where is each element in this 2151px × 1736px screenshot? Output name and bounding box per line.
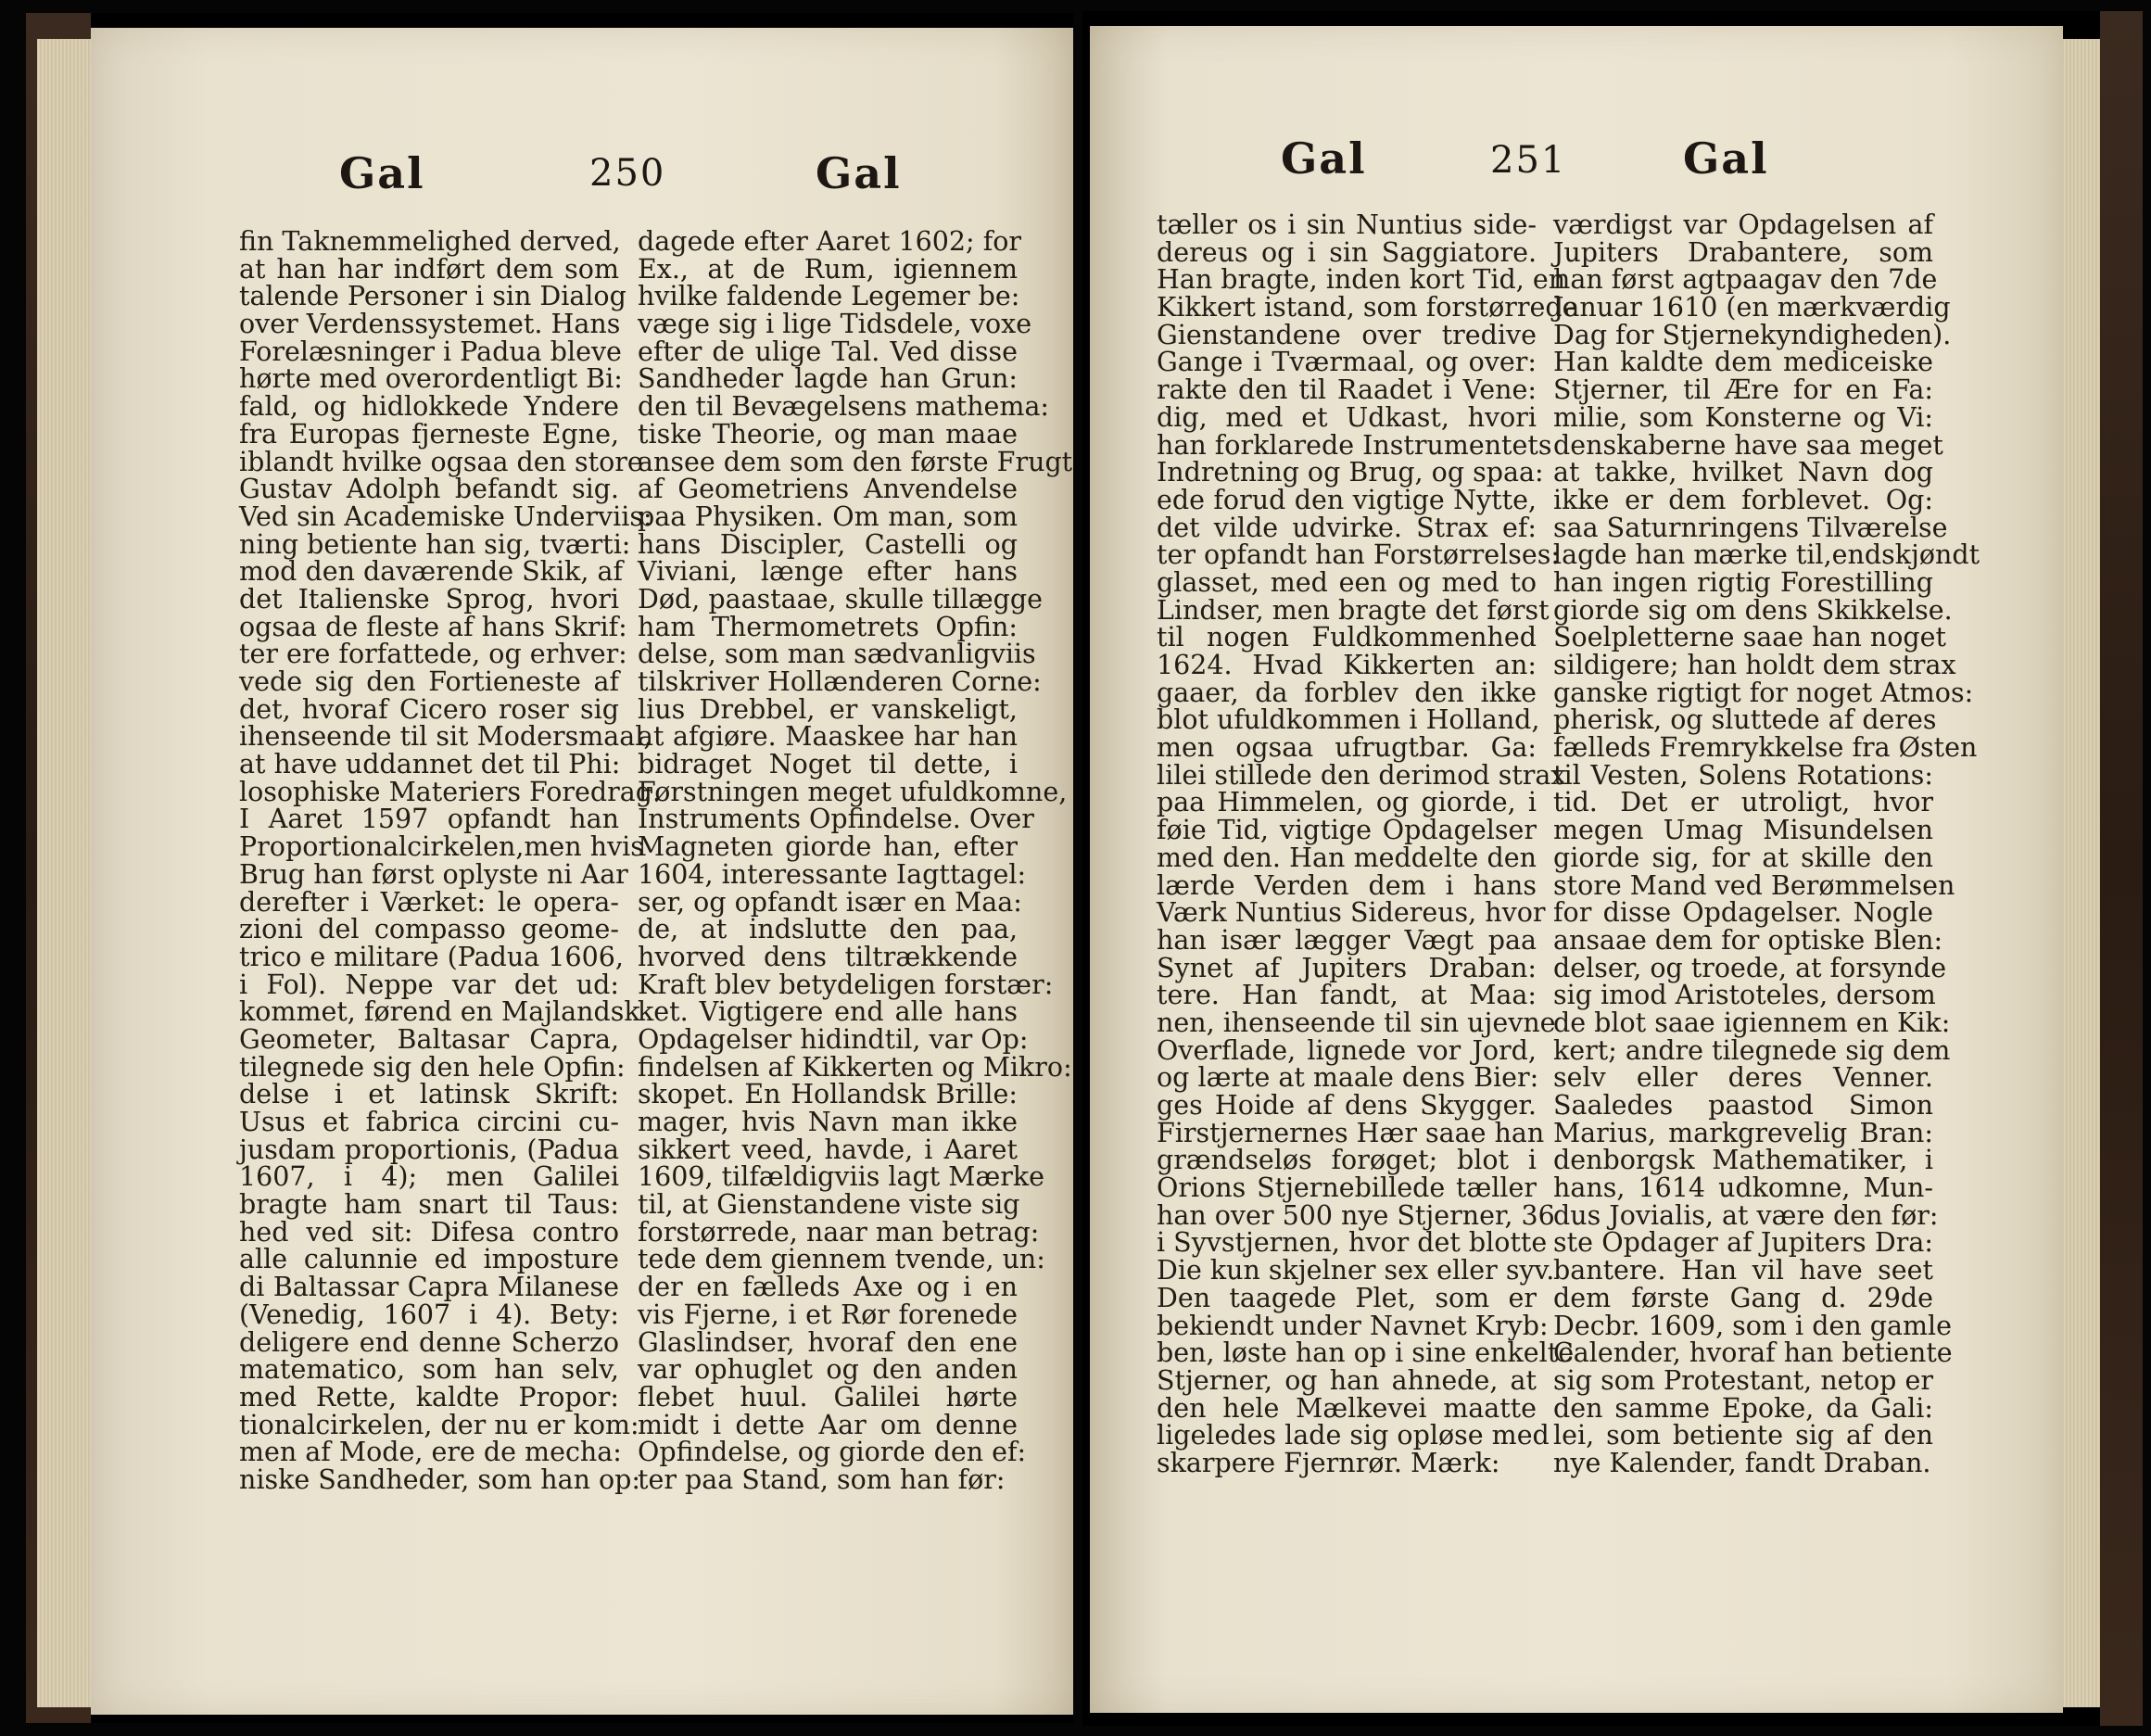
text-line: Calender, hvoraf han betiente [1553,1337,1953,1369]
text-line: ser, og opfandt især en Maa: [638,886,1022,918]
text-line: hvorved dens tiltrækkende [638,941,1018,972]
text-line: Indretning og Brug, og spaa: [1157,457,1544,488]
left-page-column-1 [239,226,662,1495]
text-line: pherisk, og sluttede af deres [1553,704,1937,736]
text-line: skopet. En Hollandsk Brille: [638,1079,1018,1110]
left-page-number: 250 [589,152,666,195]
text-line: i Fol). Neppe var det ud: [239,969,619,1000]
text-line: Saaledes paastod Simon [1553,1090,1933,1121]
text-line: trico e militare (Padua 1606, [239,941,624,972]
text-line: giorde sig om dens Skikkelse. [1553,594,1953,626]
text-line: ges Hoide af dens Skygger. [1157,1090,1537,1121]
text-line: deligere end denne Scherzo [239,1326,619,1358]
text-line: han først agtpaagav den 7de [1553,264,1938,296]
text-line: tid. Det er utroligt, hvor [1553,787,1933,818]
text-line: 1609, tilfældigviis lagt Mærke [638,1161,1044,1193]
text-line: at takke, hvilket Navn dog [1553,457,1933,488]
text-line: fra Europas fjerneste Egne, [239,418,619,450]
text-line: giorde sig, for at skille den [1553,842,1933,873]
text-line: den til Bevægelsens mathema: [638,391,1050,423]
text-line: til nogen Fuldkommenhed [1157,622,1537,653]
text-line: paa Physiken. Om man, som [638,501,1018,532]
left-page-column-2 [638,226,1073,1495]
text-line: for disse Opdagelser. Nogle [1553,897,1933,929]
text-line: jusdam proportionis, (Padua [239,1134,619,1165]
text-line: vis Fjerne, i et Rør forenede [638,1299,1018,1330]
text-line: ihenseende til sit Modersmaal, [239,721,652,753]
text-line: med Rette, kaldte Propor: [239,1381,619,1413]
text-line: hvilke faldende Legemer be: [638,281,1020,312]
text-line: Usus et fabrica circini cu- [239,1107,619,1137]
text-line: Den taagede Plet, som er [1157,1282,1537,1313]
text-line: store Mand ved Berømmelsen [1553,869,1955,901]
text-line: talende Personer i sin Dialog [239,281,626,312]
text-line: ogsaa de fleste af hans Skrif: [239,611,627,642]
left-page-edges [37,39,93,1707]
text-line: I Aaret 1597 opfandt han [239,804,619,835]
left-page [91,28,1073,1715]
text-line: Synet af Jupiters Draban: [1157,952,1537,983]
text-line: Instruments Opfindelse. Over [638,804,1034,835]
text-line: Han bragte, inden kort Tid, en [1157,264,1566,296]
text-line: Firstjernernes Hær saae han [1157,1117,1545,1148]
text-line: ansee dem som den første Frugt [638,446,1073,477]
text-line: lagde han mærke til,endskjøndt [1553,539,1980,571]
text-line: hans, 1614 udkomne, Mun- [1553,1172,1933,1204]
text-line: til, at Gienstandene viste sig [638,1189,1020,1221]
text-line: bragte ham snart til Taus: [239,1189,619,1221]
text-line: han især lægger Vægt paa [1157,924,1537,956]
text-line: derefter i Værket: le opera- [239,886,619,918]
text-line: Førstningen meget ufuldkomne, [638,776,1068,807]
text-line: ben, løste han op i sine enkelte [1157,1337,1575,1369]
text-line: 1604, interessante Iagttagel: [638,858,1027,890]
text-line: og lærte at maale dens Bier: [1157,1062,1539,1094]
text-line: han ingen rigtig Forestilling [1553,566,1933,598]
text-line: bidraget Noget til dette, i [638,749,1018,780]
text-line: sildigere; han holdt dem strax [1553,650,1956,680]
text-line: ter paa Stand, som han før: [638,1464,1006,1495]
text-line: skarpere Fjernrør. Mærk: [1157,1447,1500,1478]
text-line: til Vesten, Solens Rotations: [1553,759,1933,791]
text-line: tiske Theorie, og man maae [638,418,1018,450]
text-line: flebet huul. Galilei hørte [638,1381,1018,1413]
text-line: Brug han først oplyste ni Aar [239,858,628,890]
text-line: føie Tid, vigtige Opdagelser [1157,815,1537,846]
text-line: Jupiters Drabantere, som [1553,236,1933,268]
text-line: i Syvstjernen, hvor det blotte [1157,1227,1548,1259]
text-line: det Italienske Sprog, hvori [239,583,619,615]
text-line: delse i et latinsk Skrift: [239,1079,619,1110]
text-line: hans Discipler, Castelli og [638,528,1018,560]
text-line: matematico, som han selv, [239,1354,619,1386]
text-line: delser, og troede, at forsynde [1553,952,1947,983]
text-line: den samme Epoke, da Gali: [1553,1392,1933,1424]
text-line: Død, paastaae, skulle tillægge [638,583,1043,615]
text-line: Ex., at de Rum, igiennem [638,253,1018,285]
text-line: Decbr. 1609, som i den gamle [1553,1310,1952,1341]
text-line: at have uddannet det til Phi: [239,749,621,780]
text-line: fælleds Fremrykkelse fra Østen [1553,732,1978,764]
text-line: zioni del compasso geome- [239,914,619,945]
text-line: Viviani, længe efter hans [638,556,1018,588]
text-line: han forklarede Instrumentets [1157,429,1552,461]
text-line: glasset, med een og med to [1157,566,1537,598]
text-line: mager, hvis Navn man ikke [638,1107,1018,1137]
text-line: saa Saturnringens Tilværelse [1553,512,1948,543]
text-line: Opfindelse, og giorde den ef: [638,1437,1027,1468]
text-line: Stjerner, til Ære for en Fa: [1553,374,1933,406]
text-line: den hele Mælkevei maatte [1157,1392,1537,1424]
text-line: iblandt hvilke ogsaa den store [239,446,643,477]
text-line: bekiendt under Navnet Kryb: [1157,1310,1549,1341]
text-line: Marius, markgrevelig Bran: [1553,1117,1933,1148]
text-line: af Geometriens Anvendelse [638,474,1018,505]
text-line: med den. Han meddelte den [1157,842,1537,873]
text-line: mod den daværende Skik, af [239,556,623,588]
text-line: (Venedig, 1607 i 4). Bety: [239,1299,619,1330]
text-line: det, hvoraf Cicero roser sig [239,693,619,725]
text-line: Opdagelser hidindtil, var Op: [638,1023,1029,1055]
text-line: ham Thermometrets Opfin: [638,611,1018,642]
text-line: Forelæsninger i Padua bleve [239,336,622,367]
text-line: tere. Han fandt, at Maa: [1157,980,1537,1011]
text-line: ligeledes lade sig opløse med [1157,1420,1550,1451]
text-line: tilegnede sig den hele Opfin: [239,1051,626,1083]
text-line: grændseløs forøget; blot i [1157,1145,1537,1176]
text-line: megen Umag Misundelsen [1553,815,1933,846]
text-line: nye Kalender, fandt Draban. [1553,1447,1931,1478]
text-line: dus Jovialis, at være den før: [1553,1199,1939,1231]
text-line: værdigst var Opdagelsen af [1553,209,1933,240]
text-line: fin Taknemmelighed derved, [239,226,621,257]
text-line: Geometer, Baltasar Capra, [239,1023,619,1055]
right-page [1090,26,2063,1713]
right-header-left: Gal [1281,133,1367,184]
text-line: ning betiente han sig, tværti: [239,528,631,560]
text-line: lærde Verden dem i hans [1157,869,1537,901]
text-line: væge sig i lige Tidsdele, voxe [638,309,1032,340]
text-line: Orions Stjernebillede tæller [1157,1172,1537,1204]
text-line: var ophuglet og den anden [638,1354,1018,1386]
text-line: Stjerner, og han ahnede, at [1157,1364,1537,1396]
left-header-left: Gal [339,148,425,198]
text-line: tæller os i sin Nuntius side- [1157,209,1537,240]
text-line: alle calunnie ed imposture [239,1244,619,1275]
text-line: Overflade, lignede vor Jord, [1157,1034,1537,1066]
text-line: ter opfandt han Forstørrelses: [1157,539,1561,571]
text-line: ganske rigtigt for noget Atmos: [1553,677,1974,708]
text-line: hørte med overordentligt Bi: [239,363,623,395]
text-line: ste Opdager af Jupiters Dra: [1553,1227,1933,1259]
text-line: Januar 1610 (en mærkværdig [1553,292,1951,323]
text-line: denborgsk Mathematiker, i [1553,1145,1933,1176]
text-line: 1607, i 4); men Galilei [239,1161,619,1193]
text-line: blot ufuldkommen i Holland, [1157,704,1540,736]
text-line: Værk Nuntius Sidereus, hvor [1157,897,1546,929]
text-line: bantere. Han vil have seet [1553,1255,1933,1286]
text-line: di Baltassar Capra Milanese [239,1272,619,1303]
text-line: Ved sin Academiske Underviis: [239,501,652,532]
text-line: Dag for Stjernekyndigheden). [1553,319,1952,350]
text-line: ter ere forfattede, og erhver: [239,639,627,670]
text-line: Proportionalcirkelen,men hvis [239,831,644,863]
text-line: han over 500 nye Stjerner, 36 [1157,1199,1555,1231]
text-line: tede dem giennem tvende, un: [638,1244,1045,1275]
text-line: rakte den til Raadet i Vene: [1157,374,1537,406]
text-line: hed ved sit: Difesa contro [239,1216,619,1248]
text-line: selv eller deres Venner. [1553,1062,1933,1094]
left-header-right: Gal [816,148,902,198]
text-line: dem første Gang d. 29de [1553,1282,1933,1313]
text-line: niske Sandheder, som han op: [239,1464,640,1495]
text-line: Gustav Adolph befandt sig. [239,474,619,505]
text-line: der en fælleds Axe og i en [638,1272,1018,1303]
text-line: Gienstandene over tredive [1157,319,1537,350]
text-line: lilei stillede den derimod strax [1157,759,1566,791]
text-line: Glaslindser, hvoraf den ene [638,1326,1018,1358]
text-line: Lindser, men bragte det først [1157,594,1550,626]
text-line: milie, som Konsterne og Vi: [1553,401,1933,433]
text-line: Kikkert istand, som forstørrede [1157,292,1578,323]
text-line: sig imod Aristoteles, dersom [1553,980,1936,1011]
right-page-edges [2063,39,2100,1707]
text-line: paa Himmelen, og giorde, i [1157,787,1537,818]
left-scan [26,13,1073,1723]
text-line: lei, som betiente sig af den [1553,1420,1933,1451]
text-line: men ogsaa ufrugtbar. Ga: [1157,732,1537,764]
text-line: sig som Protestant, netop er [1553,1364,1933,1396]
text-line: Die kun skjelner sex eller syv. [1157,1255,1555,1286]
text-line: ansaae dem for optiske Blen: [1553,924,1943,956]
text-line: de, at indslutte den paa, [638,914,1018,945]
text-line: efter de ulige Tal. Ved disse [638,336,1018,367]
text-line: det vilde udvirke. Strax ef: [1157,512,1537,543]
text-line: at afgiøre. Maaskee har han [638,721,1018,753]
text-line: lius Drebbel, er vanskeligt, [638,693,1018,725]
text-line: ket. Vigtigere end alle hans [638,996,1018,1028]
text-line: gaaer, da forblev den ikke [1157,677,1537,708]
text-line: Gange i Tværmaal, og over: [1157,347,1537,378]
text-line: Sandheder lagde han Grun: [638,363,1018,395]
text-line: Han kaldte dem mediceiske [1553,347,1933,378]
right-page-column-2 [1553,209,1980,1478]
text-line: over Verdenssystemet. Hans [239,309,621,340]
text-line: ikke er dem forblevet. Og: [1553,484,1933,515]
text-line: kert; andre tilegnede sig dem [1553,1034,1951,1066]
text-line: kommet, førend en Majlandsk [239,996,640,1028]
text-line: fald, og hidlokkede Yndere [239,391,619,423]
text-line: dig, med et Udkast, hvori [1157,401,1537,433]
text-line: tionalcirkelen, der nu er kom: [239,1409,639,1440]
text-line: midt i dette Aar om denne [638,1409,1018,1440]
text-line: men af Mode, ere de mecha: [239,1437,622,1468]
text-line: forstørrede, naar man betrag: [638,1216,1040,1248]
text-line: vede sig den Fortieneste af [239,666,619,697]
right-scan [1082,11,2143,1726]
text-line: tilskriver Hollænderen Corne: [638,666,1042,697]
right-cover-edge [2100,11,2143,1726]
right-page-column-1 [1157,209,1578,1478]
right-header-right: Gal [1683,133,1769,184]
text-line: Soelpletterne saae han noget [1553,622,1946,653]
text-line: de blot saae igiennem en Kik: [1553,1007,1951,1038]
right-page-number: 251 [1490,139,1567,182]
text-line: dagede efter Aaret 1602; for [638,226,1022,257]
text-line: sikkert veed, havde, i Aaret [638,1134,1018,1165]
text-line: Magneten giorde han, efter [638,831,1018,863]
text-line: denskaberne have saa meget [1553,429,1943,461]
text-line: Kraft blev betydeligen forstær: [638,969,1054,1000]
text-line: nen, ihenseende til sin ujevne [1157,1007,1556,1038]
text-line: losophiske Materiers Foredrag. [239,776,662,807]
text-line: delse, som man sædvanligviis [638,639,1036,670]
text-line: 1624. Hvad Kikkerten an: [1157,650,1537,680]
text-line: findelsen af Kikkerten og Mikro: [638,1051,1072,1083]
text-line: dereus og i sin Saggiatore. [1157,236,1537,268]
text-line: ede forud den vigtige Nytte, [1157,484,1537,515]
text-line: at han har indført dem som [239,253,619,285]
